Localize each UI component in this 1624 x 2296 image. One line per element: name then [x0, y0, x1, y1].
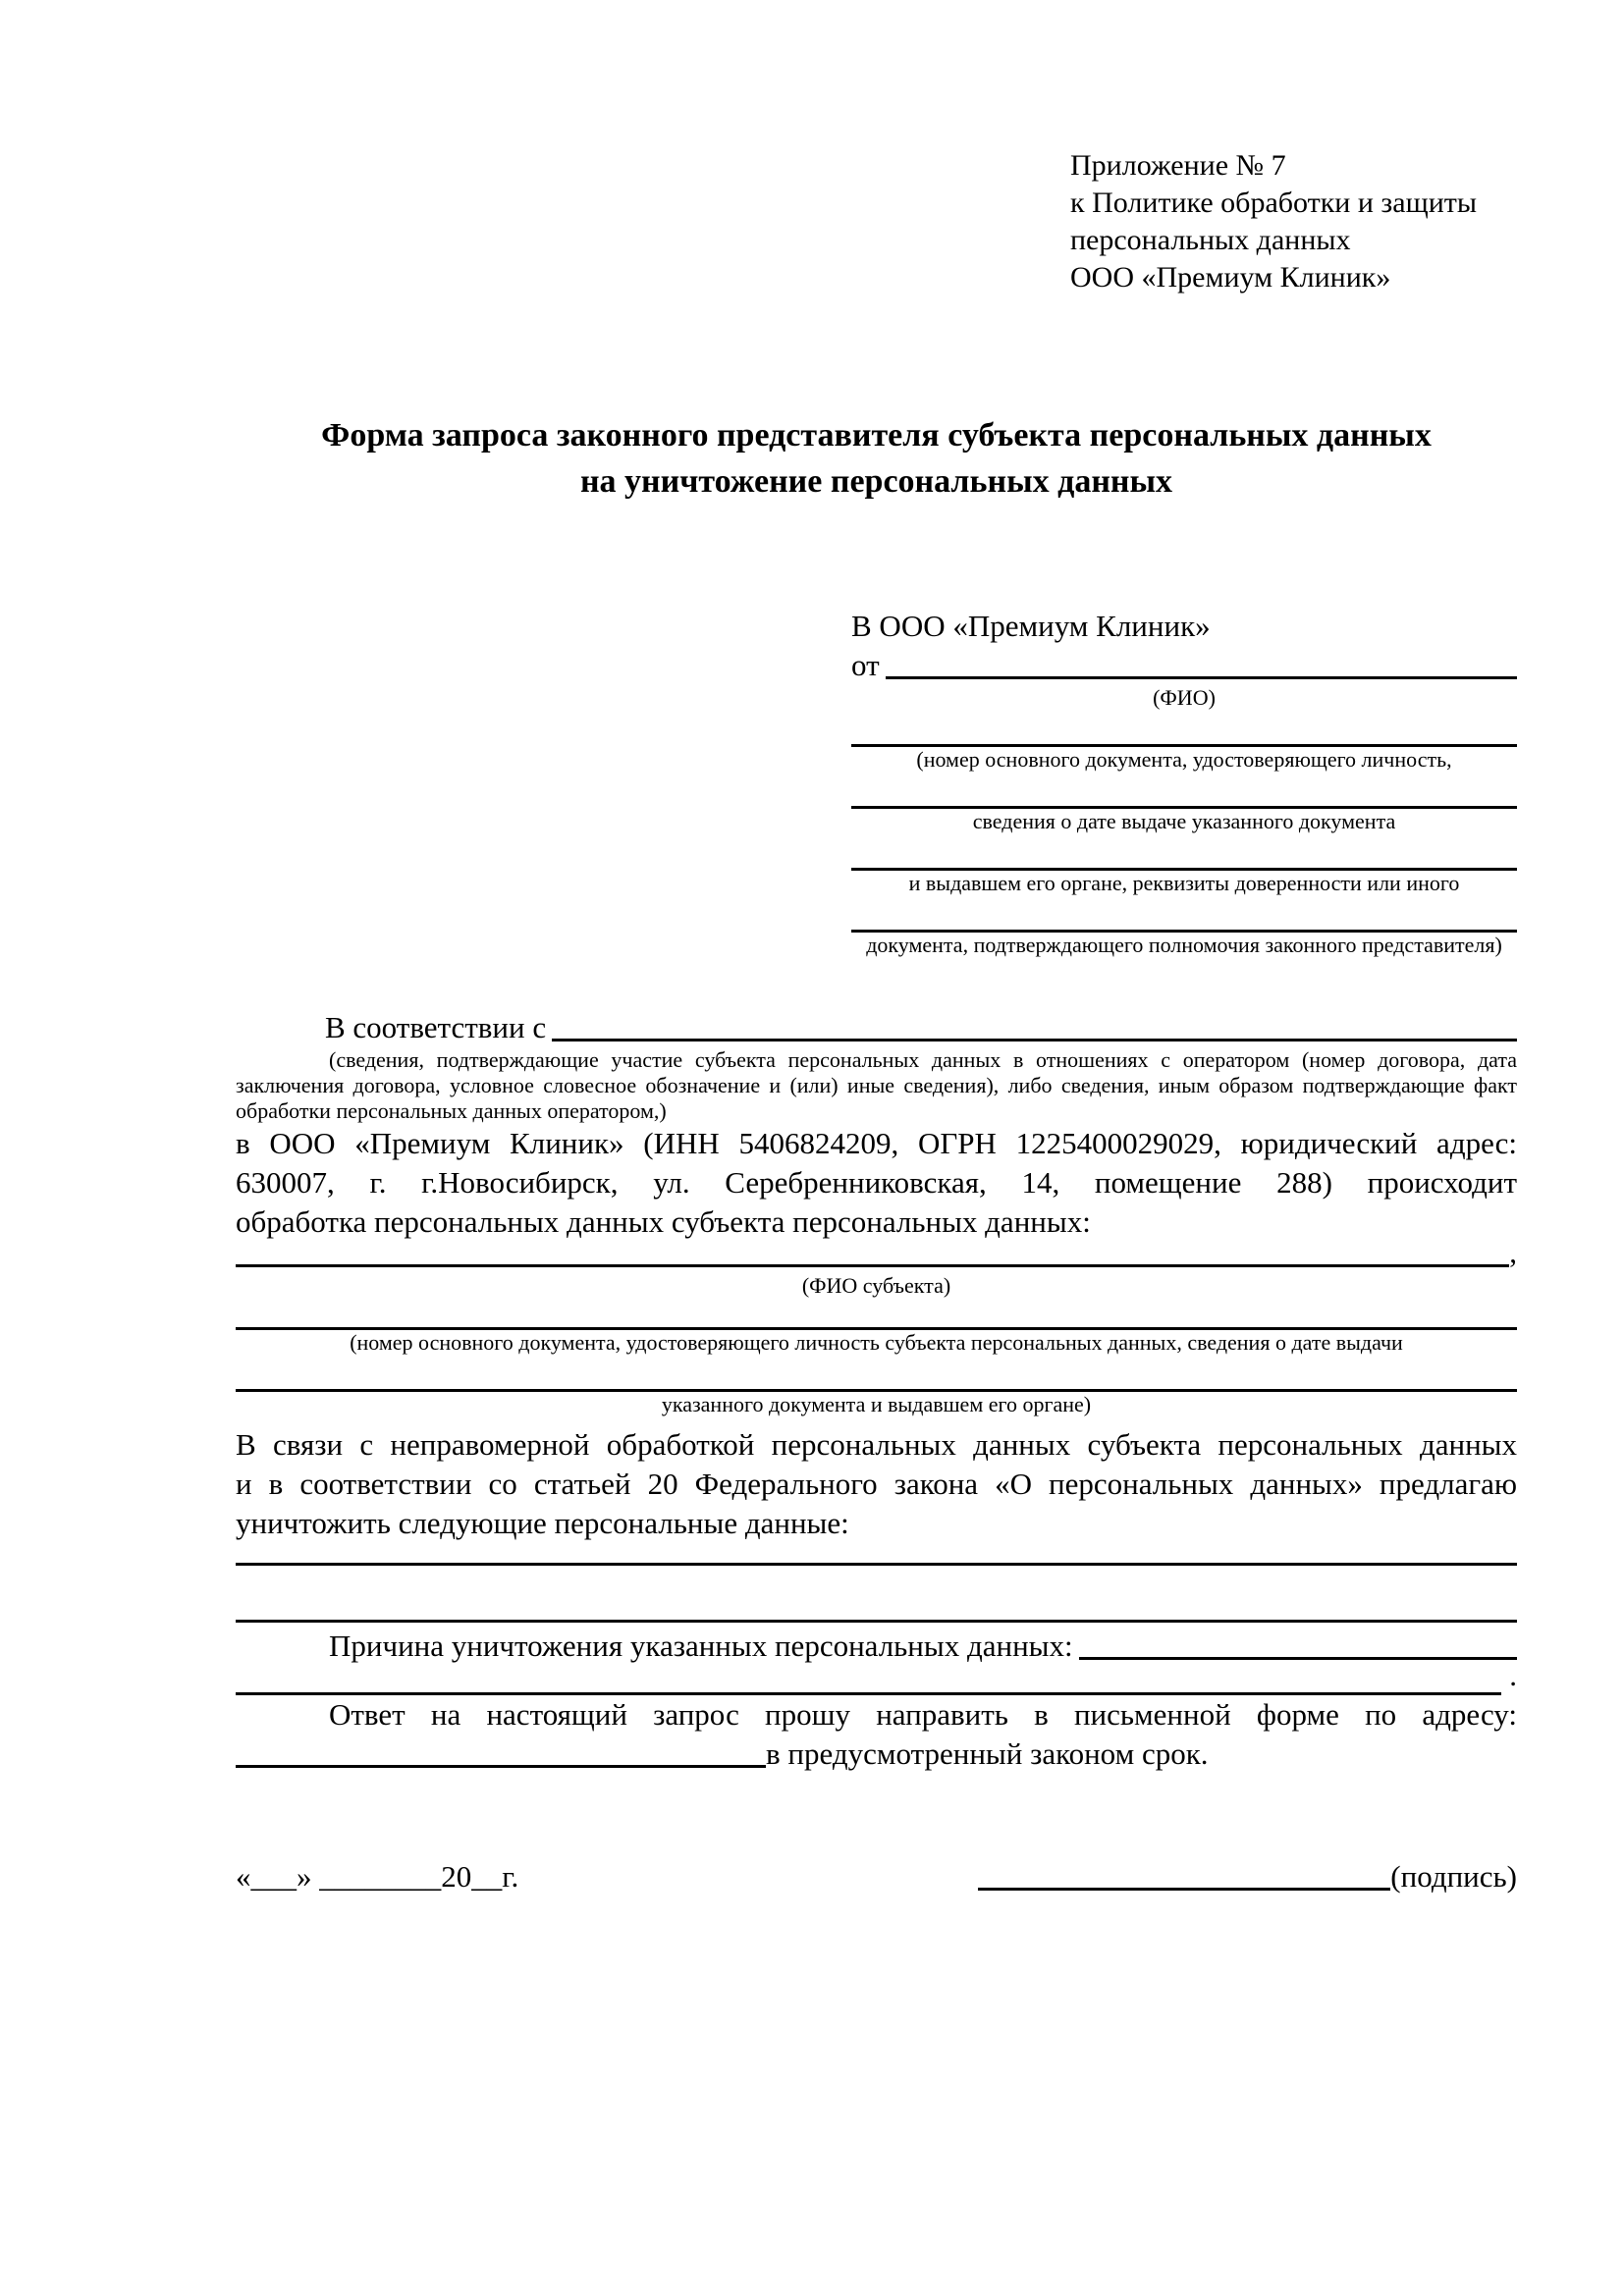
operator-paragraph-line: в ООО «Премиум Клиник» (ИНН 5406824209, ОГРН 1225400029029, юридический адрес: — [236, 1126, 1517, 1160]
request-paragraph-line: уничтожить следующие персональные данные: — [236, 1506, 849, 1540]
blank-line-caption: (номер основного документа, удостоверяющего личность, — [916, 747, 1452, 772]
blank-line-caption: указанного документа и выдавшем его органе) — [661, 1392, 1092, 1416]
annex-reference-line: ООО «Премиум Клиник» — [1070, 261, 1391, 294]
blank-fill-line — [236, 1302, 1517, 1330]
signature-caption: (подпись) — [1390, 1859, 1517, 1894]
blank-line-caption: (номер основного документа, удостоверяющего личность субъекта персональных данных, сведения о дате выдачи — [350, 1330, 1403, 1355]
date-blank-line: «___» ________20__г. — [236, 1859, 519, 1894]
blank-line-caption: сведения о дате выдаче указанного документа — [972, 809, 1396, 833]
request-paragraph-line: В связи с неправомерной обработкой персональных данных субъекта персональных данных — [236, 1427, 1517, 1462]
subject-fio-row — [236, 1235, 1517, 1269]
subject-fio-blank-line — [236, 1264, 1509, 1267]
blank-fill-line — [851, 842, 1517, 871]
date-signature-row — [236, 1857, 1517, 1896]
annex-reference-block — [1070, 147, 1517, 296]
operator-paragraph — [236, 1124, 1517, 1242]
blank-fill-line — [851, 904, 1517, 933]
from-line — [851, 646, 1517, 685]
accordance-note-line: обработки персональных данных оператором,) — [236, 1098, 667, 1123]
address-blank-line — [236, 1735, 766, 1768]
answer-address-line — [236, 1735, 1517, 1774]
addressee-block — [851, 607, 1517, 957]
accordance-note-line: (сведения, подтверждающие участие субъекта персональных данных в отношениях с оператором (номер договора, дата — [329, 1047, 1517, 1072]
accordance-blank-line — [552, 1008, 1517, 1041]
trailing-period: . — [1509, 1658, 1517, 1692]
document-title-line: на уничтожение персональных данных — [579, 463, 1173, 500]
data-to-destroy-blank-line-2 — [236, 1566, 1517, 1623]
accordance-note — [236, 1047, 1517, 1124]
operator-paragraph-line: 630007, г. г.Новосибирск, ул. Серебренниковская, 14, помещение 288) происходит — [236, 1165, 1517, 1200]
representative-document-blanks — [851, 719, 1517, 957]
subject-fio-caption: (ФИО субъекта) — [801, 1273, 951, 1298]
trailing-comma: , — [1509, 1235, 1517, 1269]
blank-fill-line — [236, 1363, 1517, 1392]
data-to-destroy-blank-line-1 — [236, 1543, 1517, 1566]
reason-blank-line — [1079, 1627, 1517, 1660]
accordance-note-line: заключения договора, условное словесное обозначение и (или) иные сведения), либо сведения, иным образом подтверждающие факт — [236, 1073, 1517, 1097]
document-title — [236, 412, 1517, 505]
request-paragraph-line: и в соответствии со статьей 20 Федерального закона «О персональных данных» предлагаю — [236, 1467, 1517, 1501]
reason-line — [236, 1627, 1517, 1666]
fio-caption: (ФИО) — [1153, 685, 1216, 710]
reason-continuation-line — [236, 1658, 1517, 1695]
operator-paragraph-line: обработка персональных данных субъекта персональных данных: — [236, 1204, 1091, 1239]
from-label: от — [851, 648, 880, 682]
subject-document-blanks — [236, 1302, 1517, 1416]
answer-request-line: Ответ на настоящий запрос прошу направить в письменной форме по адресу: — [329, 1697, 1517, 1732]
blank-line-caption: и выдавшем его органе, реквизиты доверенности или иного — [908, 871, 1460, 895]
document-title-line: Форма запроса законного представителя субъекта персональных данных — [321, 417, 1432, 454]
accordance-line — [236, 1008, 1517, 1047]
accordance-label: В соответствии с — [325, 1010, 547, 1044]
blank-line-caption: документа, подтверждающего полномочия законного представителя) — [866, 933, 1502, 957]
signature-blank-line — [978, 1888, 1390, 1891]
fio-blank-line — [886, 646, 1517, 679]
request-paragraph — [236, 1425, 1517, 1543]
answer-tail-text: в предусмотренный законом срок. — [766, 1736, 1209, 1771]
blank-fill-line — [851, 780, 1517, 809]
annex-reference-line: Приложение № 7 — [1070, 149, 1286, 182]
addressee-organization: В ООО «Премиум Клиник» — [851, 609, 1211, 643]
blank-fill-line — [851, 719, 1517, 747]
reason-label: Причина уничтожения указанных персональных данных: — [329, 1629, 1073, 1663]
annex-reference-line: к Политике обработки и защиты — [1070, 187, 1478, 219]
annex-reference-line: персональных данных — [1070, 224, 1351, 256]
